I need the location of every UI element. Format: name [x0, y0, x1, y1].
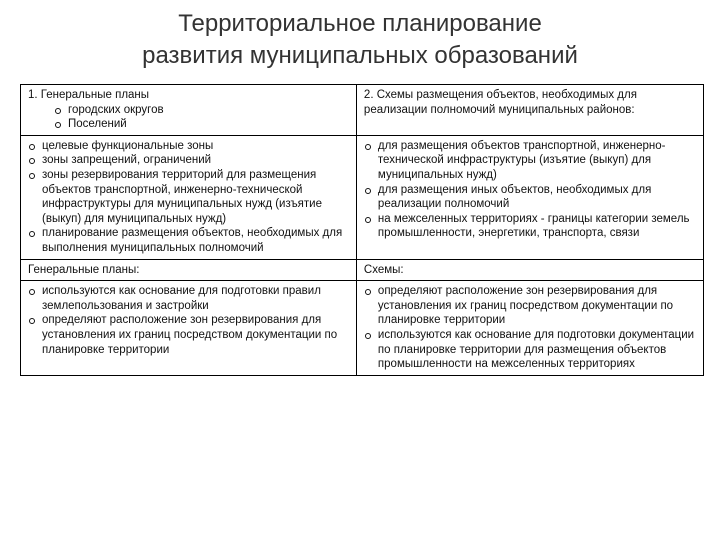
table-row: [21, 259, 704, 281]
list-item: используются как основание для подготовки правил землепользования и застройки: [28, 284, 349, 313]
list-item: используются как основание для подготовки документации по планировке территории для размещения объектов промышленности на межселенных территориях: [364, 328, 696, 372]
list-item: зоны резервирования территорий для размещения объектов транспортной, инженерно-технической инфраструктуры для муниципальных нужд (изъятие (выкуп) для муниципальных нужд): [28, 168, 349, 226]
list-item: Поселений: [54, 117, 349, 132]
general-plans-heading: 1. Генеральные планы: [28, 89, 150, 101]
general-plans-label-cell: [21, 259, 357, 281]
list-item: для размещения иных объектов, необходимых для реализации полномочий: [364, 183, 696, 212]
page-title-line-2: развития муниципальных образований: [142, 42, 578, 69]
page-title: [0, 8, 720, 72]
schemes-objects-list: [364, 139, 696, 241]
schemes-label: Схемы:: [363, 263, 404, 276]
schemes-usage-cell: [356, 281, 703, 376]
table-row: [21, 281, 704, 376]
schemes-cell: [356, 85, 703, 136]
list-item: зоны запрещений, ограничений: [28, 153, 349, 168]
table-row: [21, 135, 704, 259]
schemes-label-cell: [356, 259, 703, 281]
list-item: определяют расположение зон резервирования для установления их границ посредством документации по планировке территории: [364, 284, 696, 328]
list-item: определяют расположение зон резервирования для установления их границ посредством документации по планировке территории: [28, 313, 349, 357]
general-plans-label: Генеральные планы:: [28, 263, 140, 276]
general-plans-usage-cell: [21, 281, 357, 376]
schemes-heading: 2. Схемы размещения объектов, необходимых для реализации полномочий муниципальных районов:: [363, 89, 637, 116]
list-item: целевые функциональные зоны: [28, 139, 349, 154]
table-row: [21, 85, 704, 136]
list-item: на межселенных территориях - границы категории земель промышленности, энергетики, транспорта, связи: [364, 212, 696, 241]
general-plans-usage-list: [28, 284, 349, 357]
comparison-table: [20, 84, 704, 376]
page-title-line-1: Территориальное планирование: [178, 10, 542, 37]
schemes-objects-cell: [356, 135, 703, 259]
general-plans-list: [28, 103, 349, 132]
list-item: планирование размещения объектов, необходимых для выполнения муниципальных полномочий: [28, 226, 349, 255]
list-item: городских округов: [54, 103, 349, 118]
schemes-usage-list: [364, 284, 696, 372]
general-plans-zones-list: [28, 139, 349, 256]
list-item: для размещения объектов транспортной, инженерно-технической инфраструктуры (изъятие (выкуп) для муниципальных нужд): [364, 139, 696, 183]
general-plans-cell: [21, 85, 357, 136]
general-plans-zones-cell: [21, 135, 357, 259]
